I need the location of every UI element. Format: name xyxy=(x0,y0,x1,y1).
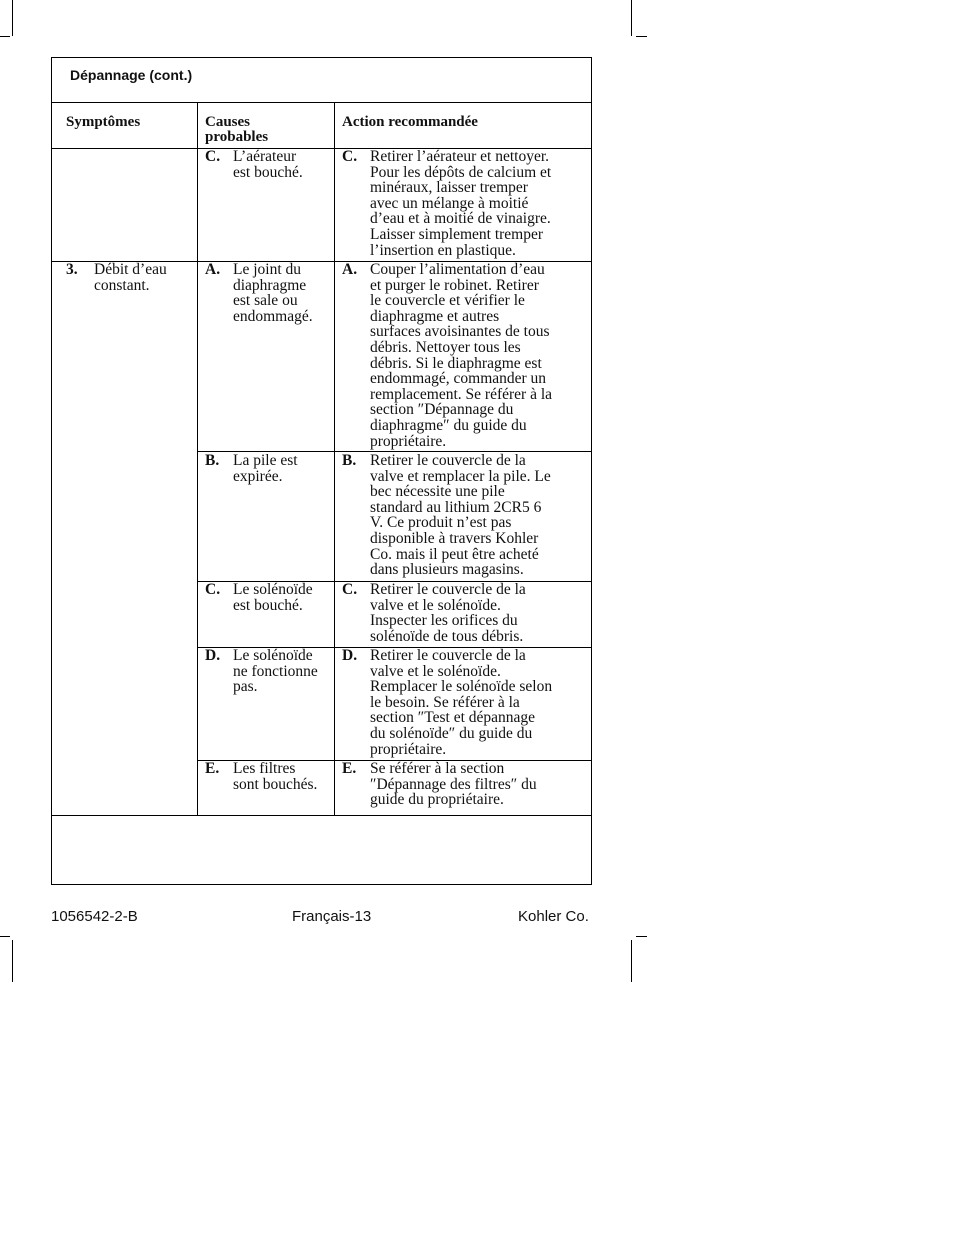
cause-cell xyxy=(205,453,330,484)
cause-cell xyxy=(205,648,330,695)
crop-mark xyxy=(0,36,10,37)
symptom-number: 3. xyxy=(66,261,78,278)
footer-doc-number: 1056542-2-B xyxy=(51,908,138,925)
header-symptoms: Symptômes xyxy=(66,114,141,130)
footer-page-number: Français-13 xyxy=(292,908,372,925)
cause-text: Le solénoïde ne fonctionne pas. xyxy=(233,647,318,696)
cause-text: Les filtres sont bouchés. xyxy=(233,760,318,793)
action-cell xyxy=(342,648,588,757)
symptom-text: Débit d’eau constant. xyxy=(94,261,167,294)
action-letter: D. xyxy=(342,647,358,664)
rule xyxy=(197,103,198,816)
cause-letter: E. xyxy=(205,760,220,777)
cause-cell xyxy=(205,582,330,613)
action-text: Retirer le couvercle de la valve et remplacer la pile. Le bec nécessite une pile standard au lithium 2CR5 6 V. Ce produit n’est pas disponible à travers Kohler Co. mais il peut être acheté dans plusieurs magasins. xyxy=(370,452,551,579)
action-cell xyxy=(342,453,588,578)
action-text: Se référer à la section ″Dépannage des filtres″ du guide du propriétaire. xyxy=(370,760,537,809)
action-text: Retirer le couvercle de la valve et le solénoïde. Remplacer le solénoïde selon le besoin. Se référer à la section ″Test et dépannage du solénoïde″ du guide du propriétaire. xyxy=(370,647,553,758)
rule xyxy=(52,815,591,816)
header-causes: Causes probables xyxy=(205,114,269,145)
cause-text: La pile est expirée. xyxy=(233,452,298,485)
symptom-cell xyxy=(66,262,194,293)
crop-mark xyxy=(636,36,647,37)
rule xyxy=(334,103,335,816)
crop-mark xyxy=(12,0,13,36)
action-text: Retirer le couvercle de la valve et le solénoïde. Inspecter les orifices du solénoïde de tous débris. xyxy=(370,581,526,645)
crop-mark xyxy=(12,940,13,982)
action-letter: B. xyxy=(342,452,357,469)
cause-letter: C. xyxy=(205,148,221,165)
crop-mark xyxy=(636,936,647,937)
action-letter: A. xyxy=(342,261,358,278)
cause-letter: C. xyxy=(205,581,221,598)
troubleshooting-table xyxy=(51,57,592,885)
cause-text: Le joint du diaphragme est sale ou endommagé. xyxy=(233,261,313,325)
action-letter: C. xyxy=(342,581,358,598)
crop-mark xyxy=(631,940,632,982)
cause-cell xyxy=(205,761,330,792)
cause-letter: A. xyxy=(205,261,221,278)
action-text: Retirer l’aérateur et nettoyer. Pour les dépôts de calcium et minéraux, laisser tremper avec un mélange à moitié d’eau et à moitié de vinaigre. Laisser simplement tremper l’insertion en plastique. xyxy=(370,148,552,259)
action-cell xyxy=(342,761,588,808)
cause-cell xyxy=(205,149,330,180)
cause-text: L’aérateur est bouché. xyxy=(233,148,303,181)
cause-letter: B. xyxy=(205,452,220,469)
action-cell xyxy=(342,262,588,449)
crop-mark xyxy=(0,936,10,937)
cause-letter: D. xyxy=(205,647,221,664)
action-cell xyxy=(342,149,588,258)
action-letter: C. xyxy=(342,148,358,165)
action-text: Couper l’alimentation d’eau et purger le robinet. Retirer le couvercle et vérifier le diaphragme et autres surfaces avoisinantes de tous débris. Nettoyer tous les débris. Si le diaphragme est endommagé, commander un remplacement. Se référer à la section ″Dépannage du diaphragme″ du guide du propriétaire. xyxy=(370,261,553,450)
cause-text: Le solénoïde est bouché. xyxy=(233,581,313,614)
crop-mark xyxy=(631,0,632,36)
footer-company: Kohler Co. xyxy=(518,908,589,925)
cause-cell xyxy=(205,262,330,324)
section-title: Dépannage (cont.) xyxy=(70,67,193,83)
action-cell xyxy=(342,582,588,644)
header-action: Action recommandée xyxy=(342,114,478,130)
rule xyxy=(52,102,591,103)
action-letter: E. xyxy=(342,760,357,777)
